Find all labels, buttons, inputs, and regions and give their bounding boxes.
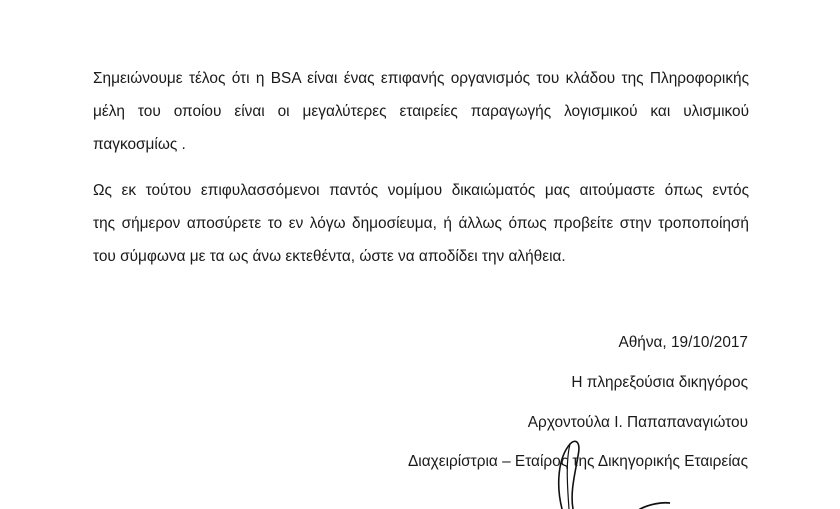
handwritten-signature bbox=[540, 430, 670, 509]
paragraph-line: της σήμερον αποσύρετε το εν λόγω δημοσίευμα, ή άλλως όπως προβείτε στην τροποποίησή bbox=[93, 215, 749, 232]
paragraph-line: Ως εκ τούτου επιφυλασσόμενοι παντός νομίμου δικαιώματός μας αιτούμαστε όπως εντός bbox=[93, 182, 749, 199]
paragraph-bsa bbox=[93, 62, 749, 161]
paragraph-line: Σημειώνουμε τέλος ότι η BSA είναι ένας επιφανής οργανισμός του κλάδου της Πληροφορικής bbox=[93, 70, 749, 87]
paragraph-line: του σύμφωνα με τα ως άνω εκτεθέντα, ώστε να αποδίδει την αλήθεια. bbox=[93, 248, 566, 265]
place-date: Αθήνα, 19/10/2017 bbox=[618, 334, 748, 351]
signer-name: Αρχοντούλα Ι. Παπαπαναγιώτου bbox=[527, 414, 748, 431]
paragraph-line: μέλη του οποίου είναι οι μεγαλύτερες εταιρείες παραγωγής λογισμικού και υλισμικού bbox=[93, 103, 749, 120]
paragraph-request bbox=[93, 174, 749, 273]
signer-role: Η πληρεξούσια δικηγόρος bbox=[571, 374, 748, 391]
signer-title: Διαχειρίστρια – Εταίρος της Δικηγορικής Εταιρείας bbox=[408, 453, 748, 470]
paragraph-line: παγκοσμίως . bbox=[93, 136, 186, 153]
